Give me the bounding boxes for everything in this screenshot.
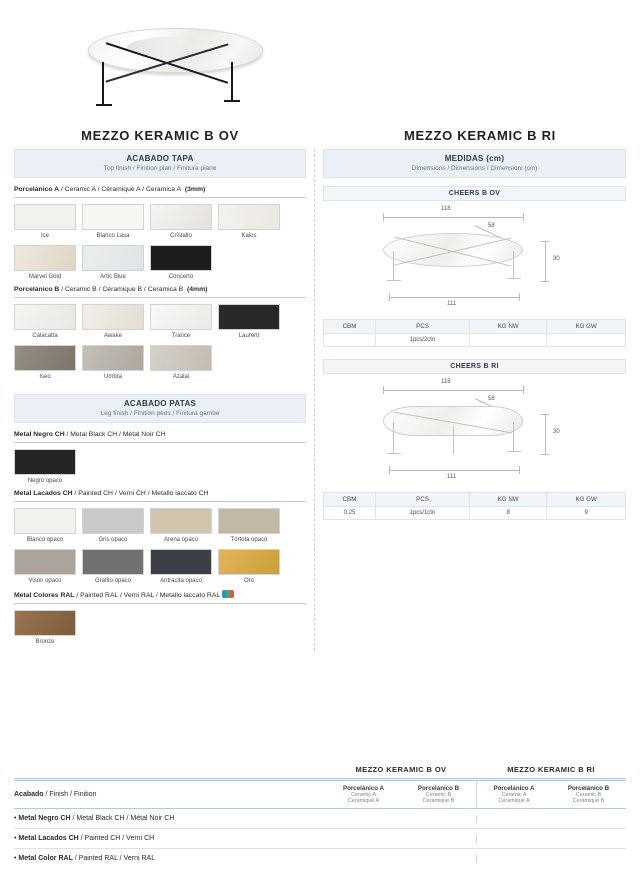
swatch[interactable] xyxy=(82,508,144,543)
swatch-label: Calacatta xyxy=(32,333,58,339)
bullet-icon: • xyxy=(14,835,17,842)
compat-col-headers xyxy=(14,765,626,774)
group-title-bold: Metal Negro CH xyxy=(14,431,65,438)
dimension-block-ri xyxy=(323,359,626,520)
compat-mark xyxy=(476,835,551,843)
leg-outline xyxy=(453,426,454,454)
compat-row-label xyxy=(14,849,326,868)
bullet-icon: • xyxy=(14,855,17,862)
product-oval xyxy=(0,0,320,120)
swatch-chip xyxy=(82,345,144,371)
compat-mark xyxy=(401,815,476,823)
group-thickness: (4mm) xyxy=(187,286,208,293)
swatch-label: Umbra xyxy=(103,374,122,380)
dim-line xyxy=(545,414,546,454)
compat-row-rest: / Painted RAL / Verni RAL xyxy=(72,855,156,862)
compat-row-label xyxy=(14,809,326,828)
table-row xyxy=(14,849,626,868)
swatch-label: Grafito opaco xyxy=(94,578,132,584)
group-title-rest: / Painted RAL / Verni RAL / Metallo laccato RAL xyxy=(74,592,220,599)
dim-tick xyxy=(523,386,524,394)
swatch[interactable] xyxy=(14,508,76,543)
dim-base: 111 xyxy=(447,301,457,307)
dim-tick xyxy=(541,414,549,415)
swatch[interactable] xyxy=(218,204,280,239)
swatch[interactable] xyxy=(218,304,280,339)
swatch-chip xyxy=(150,549,212,575)
swatch-chip xyxy=(82,508,144,534)
leg-outline xyxy=(507,451,521,452)
swatch-chip xyxy=(218,245,280,271)
content-columns xyxy=(0,149,640,651)
swatch-label: Trance xyxy=(171,333,191,339)
swatch-row xyxy=(14,610,306,645)
compat-sub-b1: Ceramic B xyxy=(575,792,602,798)
swatch-chip xyxy=(218,204,280,230)
dim-tick xyxy=(383,213,384,221)
leg-bar xyxy=(224,100,240,102)
group-title-bold: Porcelánico A xyxy=(14,186,60,193)
swatch-row xyxy=(14,508,306,543)
compat-sub-a: Porcelánico A xyxy=(493,785,535,792)
swatch[interactable] xyxy=(82,304,144,339)
dim-tick xyxy=(383,386,384,394)
table-header-row xyxy=(324,493,626,507)
ral-palette-icon xyxy=(222,590,234,598)
swatch[interactable] xyxy=(150,245,212,280)
swatch-label: Kalos xyxy=(241,233,257,239)
leg-bar xyxy=(96,104,112,106)
compat-row-bold: Metal Lacados CH xyxy=(18,835,79,842)
compat-sub-b2: Ceramique A xyxy=(498,798,530,804)
swatch[interactable] xyxy=(218,508,280,543)
compat-sub-a: Porcelánico B xyxy=(417,785,460,792)
swatch-chip xyxy=(14,549,76,575)
divider xyxy=(14,442,306,443)
swatch-row xyxy=(14,345,306,380)
dim-depth: 58 xyxy=(488,223,495,229)
compat-sub-b1: Ceramic A xyxy=(501,792,527,798)
dim-tick xyxy=(389,466,390,474)
group-title-bold: Metal Lacados CH xyxy=(14,490,73,497)
leg-outline xyxy=(387,453,401,454)
table-cell: 0,25 xyxy=(324,507,376,520)
dimension-diagram-ri xyxy=(323,374,626,492)
table-cell: 1pcs/1ctn xyxy=(375,507,469,520)
swatch-placeholder xyxy=(218,245,280,280)
swatch[interactable] xyxy=(82,549,144,584)
dim-line xyxy=(383,390,523,391)
swatch-label: Marvel Gold xyxy=(28,274,62,280)
swatch[interactable] xyxy=(82,204,144,239)
compat-mark xyxy=(476,855,551,863)
swatch[interactable] xyxy=(14,549,76,584)
swatch-label: Oro xyxy=(243,578,254,584)
swatch-chip xyxy=(14,304,76,330)
divider xyxy=(14,603,306,604)
leg-bar xyxy=(231,62,233,102)
compat-mark xyxy=(401,855,476,863)
dim-tick xyxy=(389,293,390,301)
swatch[interactable] xyxy=(14,345,76,380)
left-column xyxy=(14,149,306,651)
compat-subheader-cell xyxy=(326,781,401,808)
leg-outline xyxy=(507,278,521,279)
dim-depth: 58 xyxy=(488,396,495,402)
group-title-rest: / Metal Black CH / Métal Noir CH xyxy=(64,431,166,438)
dim-line xyxy=(383,217,523,218)
swatch-label: Tórtola opaco xyxy=(230,537,268,543)
table-header-cell: CBM xyxy=(324,320,376,334)
dim-tick xyxy=(523,213,524,221)
swatch-label: Azalai xyxy=(172,374,190,380)
table-header-row xyxy=(324,320,626,334)
leg-outline xyxy=(387,280,401,281)
dim-width: 118 xyxy=(441,379,451,385)
table-row xyxy=(14,829,626,849)
compat-sub-b2: Ceramique B xyxy=(422,798,455,804)
leg-finish-header xyxy=(14,394,306,423)
table-header-cell: CBM xyxy=(324,493,376,507)
compat-header-ov: MEZZO KERAMIC B OV xyxy=(355,765,447,774)
swatch-label: Concerto xyxy=(168,274,194,280)
swatch-chip xyxy=(150,245,212,271)
swatch-chip xyxy=(150,508,212,534)
swatch-chip xyxy=(218,345,280,371)
product-rectangular xyxy=(320,0,640,120)
group-title-porcelanico-a xyxy=(14,186,306,193)
swatch-label: Antracita opaco xyxy=(160,578,202,584)
swatch[interactable] xyxy=(14,449,76,484)
product-images xyxy=(0,0,640,120)
compat-subheader-cell xyxy=(551,781,626,808)
table-row xyxy=(324,507,626,520)
compat-label-rest: / Finish / Finition xyxy=(43,791,97,798)
dimension-block-ov xyxy=(323,186,626,347)
compat-mark xyxy=(401,835,476,843)
swatch[interactable] xyxy=(150,204,212,239)
dim-tick xyxy=(541,241,549,242)
dim-height: 30 xyxy=(553,429,560,435)
compat-sub-b1: Ceramic A xyxy=(351,792,376,798)
swatch-row xyxy=(14,245,306,280)
group-title-metal-ral xyxy=(14,590,306,599)
compat-label-bold: Acabado xyxy=(14,791,44,798)
swatch[interactable] xyxy=(150,549,212,584)
compat-mark xyxy=(326,815,401,823)
divider xyxy=(14,197,306,198)
swatch-label: Negro opaco xyxy=(27,478,63,484)
swatch-label: Arena opaco xyxy=(163,537,199,543)
leg-bar xyxy=(102,62,104,106)
swatch-chip xyxy=(14,449,76,475)
compat-sub-a: Porcelánico A xyxy=(342,785,385,792)
swatch-chip xyxy=(218,549,280,575)
swatch[interactable] xyxy=(150,304,212,339)
swatch-row xyxy=(14,304,306,339)
leg-outline xyxy=(513,422,514,452)
leg-outline xyxy=(393,251,394,281)
swatch-chip xyxy=(150,304,212,330)
dim-tick xyxy=(541,281,549,282)
table-cell: 9 xyxy=(547,507,626,520)
swatch-placeholder xyxy=(218,345,280,380)
compat-row-label xyxy=(14,829,326,848)
group-title-bold: Porcelánico B xyxy=(14,286,60,293)
table-cell xyxy=(469,334,546,347)
swatch-label: Ice xyxy=(40,233,49,239)
swatch[interactable] xyxy=(14,245,76,280)
swatch-chip xyxy=(14,610,76,636)
spec-table-ri xyxy=(323,492,626,520)
compat-subheader-row xyxy=(14,781,626,809)
table-header-cell: PCS xyxy=(375,493,469,507)
dim-tick xyxy=(519,466,520,474)
compat-mark xyxy=(326,835,401,843)
compat-row-bold: Metal Color RAL xyxy=(18,855,73,862)
dimensions-subtitle: Dimensions / Dimensions / Dimensioni (cm) xyxy=(411,165,538,172)
bullet-icon: • xyxy=(14,815,17,822)
swatch-label: Visón opaco xyxy=(28,578,62,584)
group-title-rest: / Ceramic A / Céramique A / Ceramica A xyxy=(59,186,182,193)
swatch-label: Iseo xyxy=(39,374,51,380)
compat-mark xyxy=(551,855,626,863)
compat-subheader-cell xyxy=(401,781,476,808)
product-title-oval: MEZZO KERAMIC B OV xyxy=(81,128,239,143)
dim-line xyxy=(389,470,519,471)
table-cell xyxy=(547,334,626,347)
table-row xyxy=(324,334,626,347)
swatch-chip xyxy=(14,204,76,230)
swatch-chip xyxy=(14,345,76,371)
compat-row-label xyxy=(14,785,326,804)
compat-mark xyxy=(476,815,551,823)
table-row xyxy=(14,809,626,829)
swatch-chip xyxy=(82,549,144,575)
top-finish-header xyxy=(14,149,306,178)
group-title-porcelanico-b xyxy=(14,286,306,293)
group-title-bold: Metal Colores RAL xyxy=(14,592,75,599)
dim-line xyxy=(389,297,519,298)
swatch[interactable] xyxy=(14,610,76,645)
table-header-cell: KG GW xyxy=(547,493,626,507)
swatch-chip xyxy=(82,304,144,330)
leg-finish-subtitle: Leg finish / Finition peds / Finitura gambe xyxy=(100,410,220,417)
group-title-rest: / Ceramic B / Céramique B / Ceramica B xyxy=(59,286,184,293)
compat-row-rest: / Metal Black CH / Métal Noir CH xyxy=(70,815,175,822)
swatch-chip xyxy=(14,245,76,271)
swatch-row xyxy=(14,204,306,239)
top-finish-title: ACABADO TAPA xyxy=(126,154,194,163)
swatch-label: Blanco opaco xyxy=(26,537,64,543)
dim-tick xyxy=(541,454,549,455)
spec-table-ov xyxy=(323,319,626,347)
swatch-chip xyxy=(218,508,280,534)
swatch[interactable] xyxy=(82,245,144,280)
compat-mark xyxy=(551,835,626,843)
swatch-label: Gris opaco xyxy=(98,537,128,543)
dimensions-header xyxy=(323,149,626,178)
swatch-label: Artic Blue xyxy=(100,274,126,280)
table-header-cell: PCS xyxy=(375,320,469,334)
swatch[interactable] xyxy=(14,304,76,339)
table-header-cell: KG NW xyxy=(469,320,546,334)
compat-row-rest: / Painted CH / Verni CH xyxy=(78,835,155,842)
compatibility-table xyxy=(0,765,640,874)
table-header-cell: KG NW xyxy=(469,493,546,507)
dimension-block-title: CHEERS B RI xyxy=(323,359,626,374)
swatch-chip xyxy=(218,304,280,330)
dim-base: 111 xyxy=(447,474,457,480)
compat-header-ri: MEZZO KERAMIC B RI xyxy=(507,765,595,774)
dim-tick xyxy=(519,293,520,301)
table-cell: 1pcs/2ctn xyxy=(375,334,469,347)
divider xyxy=(14,297,306,298)
leg-outline xyxy=(513,251,514,279)
table-cell xyxy=(324,334,376,347)
swatch[interactable] xyxy=(150,345,212,380)
swatch[interactable] xyxy=(150,508,212,543)
swatch-label: Bronze xyxy=(35,639,55,645)
compat-subheader-cell xyxy=(476,781,551,808)
swatch-label: Cristallo xyxy=(170,233,192,239)
compat-sub-b2: Ceramique B xyxy=(572,798,605,804)
dimension-diagram-ov xyxy=(323,201,626,319)
swatch-chip xyxy=(14,508,76,534)
table-cell: 8 xyxy=(469,507,546,520)
compat-mark xyxy=(551,815,626,823)
leg-finish-title: ACABADO PATAS xyxy=(123,399,197,408)
dim-line xyxy=(545,241,546,281)
swatch-chip xyxy=(82,204,144,230)
swatch-chip xyxy=(82,245,144,271)
compat-sub-a: Porcelánico B xyxy=(567,785,610,792)
compat-sub-b1: Ceramic B xyxy=(425,792,452,798)
compat-sub-b2: Ceramique A xyxy=(347,798,380,804)
group-title-metal-negro xyxy=(14,431,306,438)
group-thickness: (3mm) xyxy=(184,186,206,193)
swatch-label: Blanco Lasa xyxy=(96,233,130,239)
dim-width: 118 xyxy=(441,206,451,212)
dimension-block-title: CHEERS B OV xyxy=(323,186,626,201)
swatch-chip xyxy=(150,345,212,371)
dimensions-title: MEDIDAS (cm) xyxy=(444,154,505,163)
swatch[interactable] xyxy=(14,204,76,239)
compat-mark xyxy=(326,855,401,863)
swatch-chip xyxy=(150,204,212,230)
swatch-label: Awake xyxy=(104,333,122,339)
right-column xyxy=(323,149,626,651)
dim-height: 30 xyxy=(553,256,560,262)
swatch-row xyxy=(14,449,306,484)
group-title-metal-lacados xyxy=(14,490,306,497)
divider xyxy=(14,501,306,502)
leg-outline xyxy=(393,422,394,454)
table-header-cell: KG GW xyxy=(547,320,626,334)
vertical-divider xyxy=(314,149,315,651)
product-title-rect: MEZZO KERAMIC B RI xyxy=(404,128,556,143)
swatch[interactable] xyxy=(218,549,280,584)
group-title-rest: / Painted CH / Verni CH / Metallo laccato CH xyxy=(72,490,209,497)
swatch[interactable] xyxy=(82,345,144,380)
top-finish-subtitle: Top finish / Finition plan / Finitura piano xyxy=(103,165,217,172)
swatch-label: Laurent xyxy=(238,333,260,339)
compat-row-bold: Metal Negro CH xyxy=(18,815,71,822)
swatch-row xyxy=(14,549,306,584)
